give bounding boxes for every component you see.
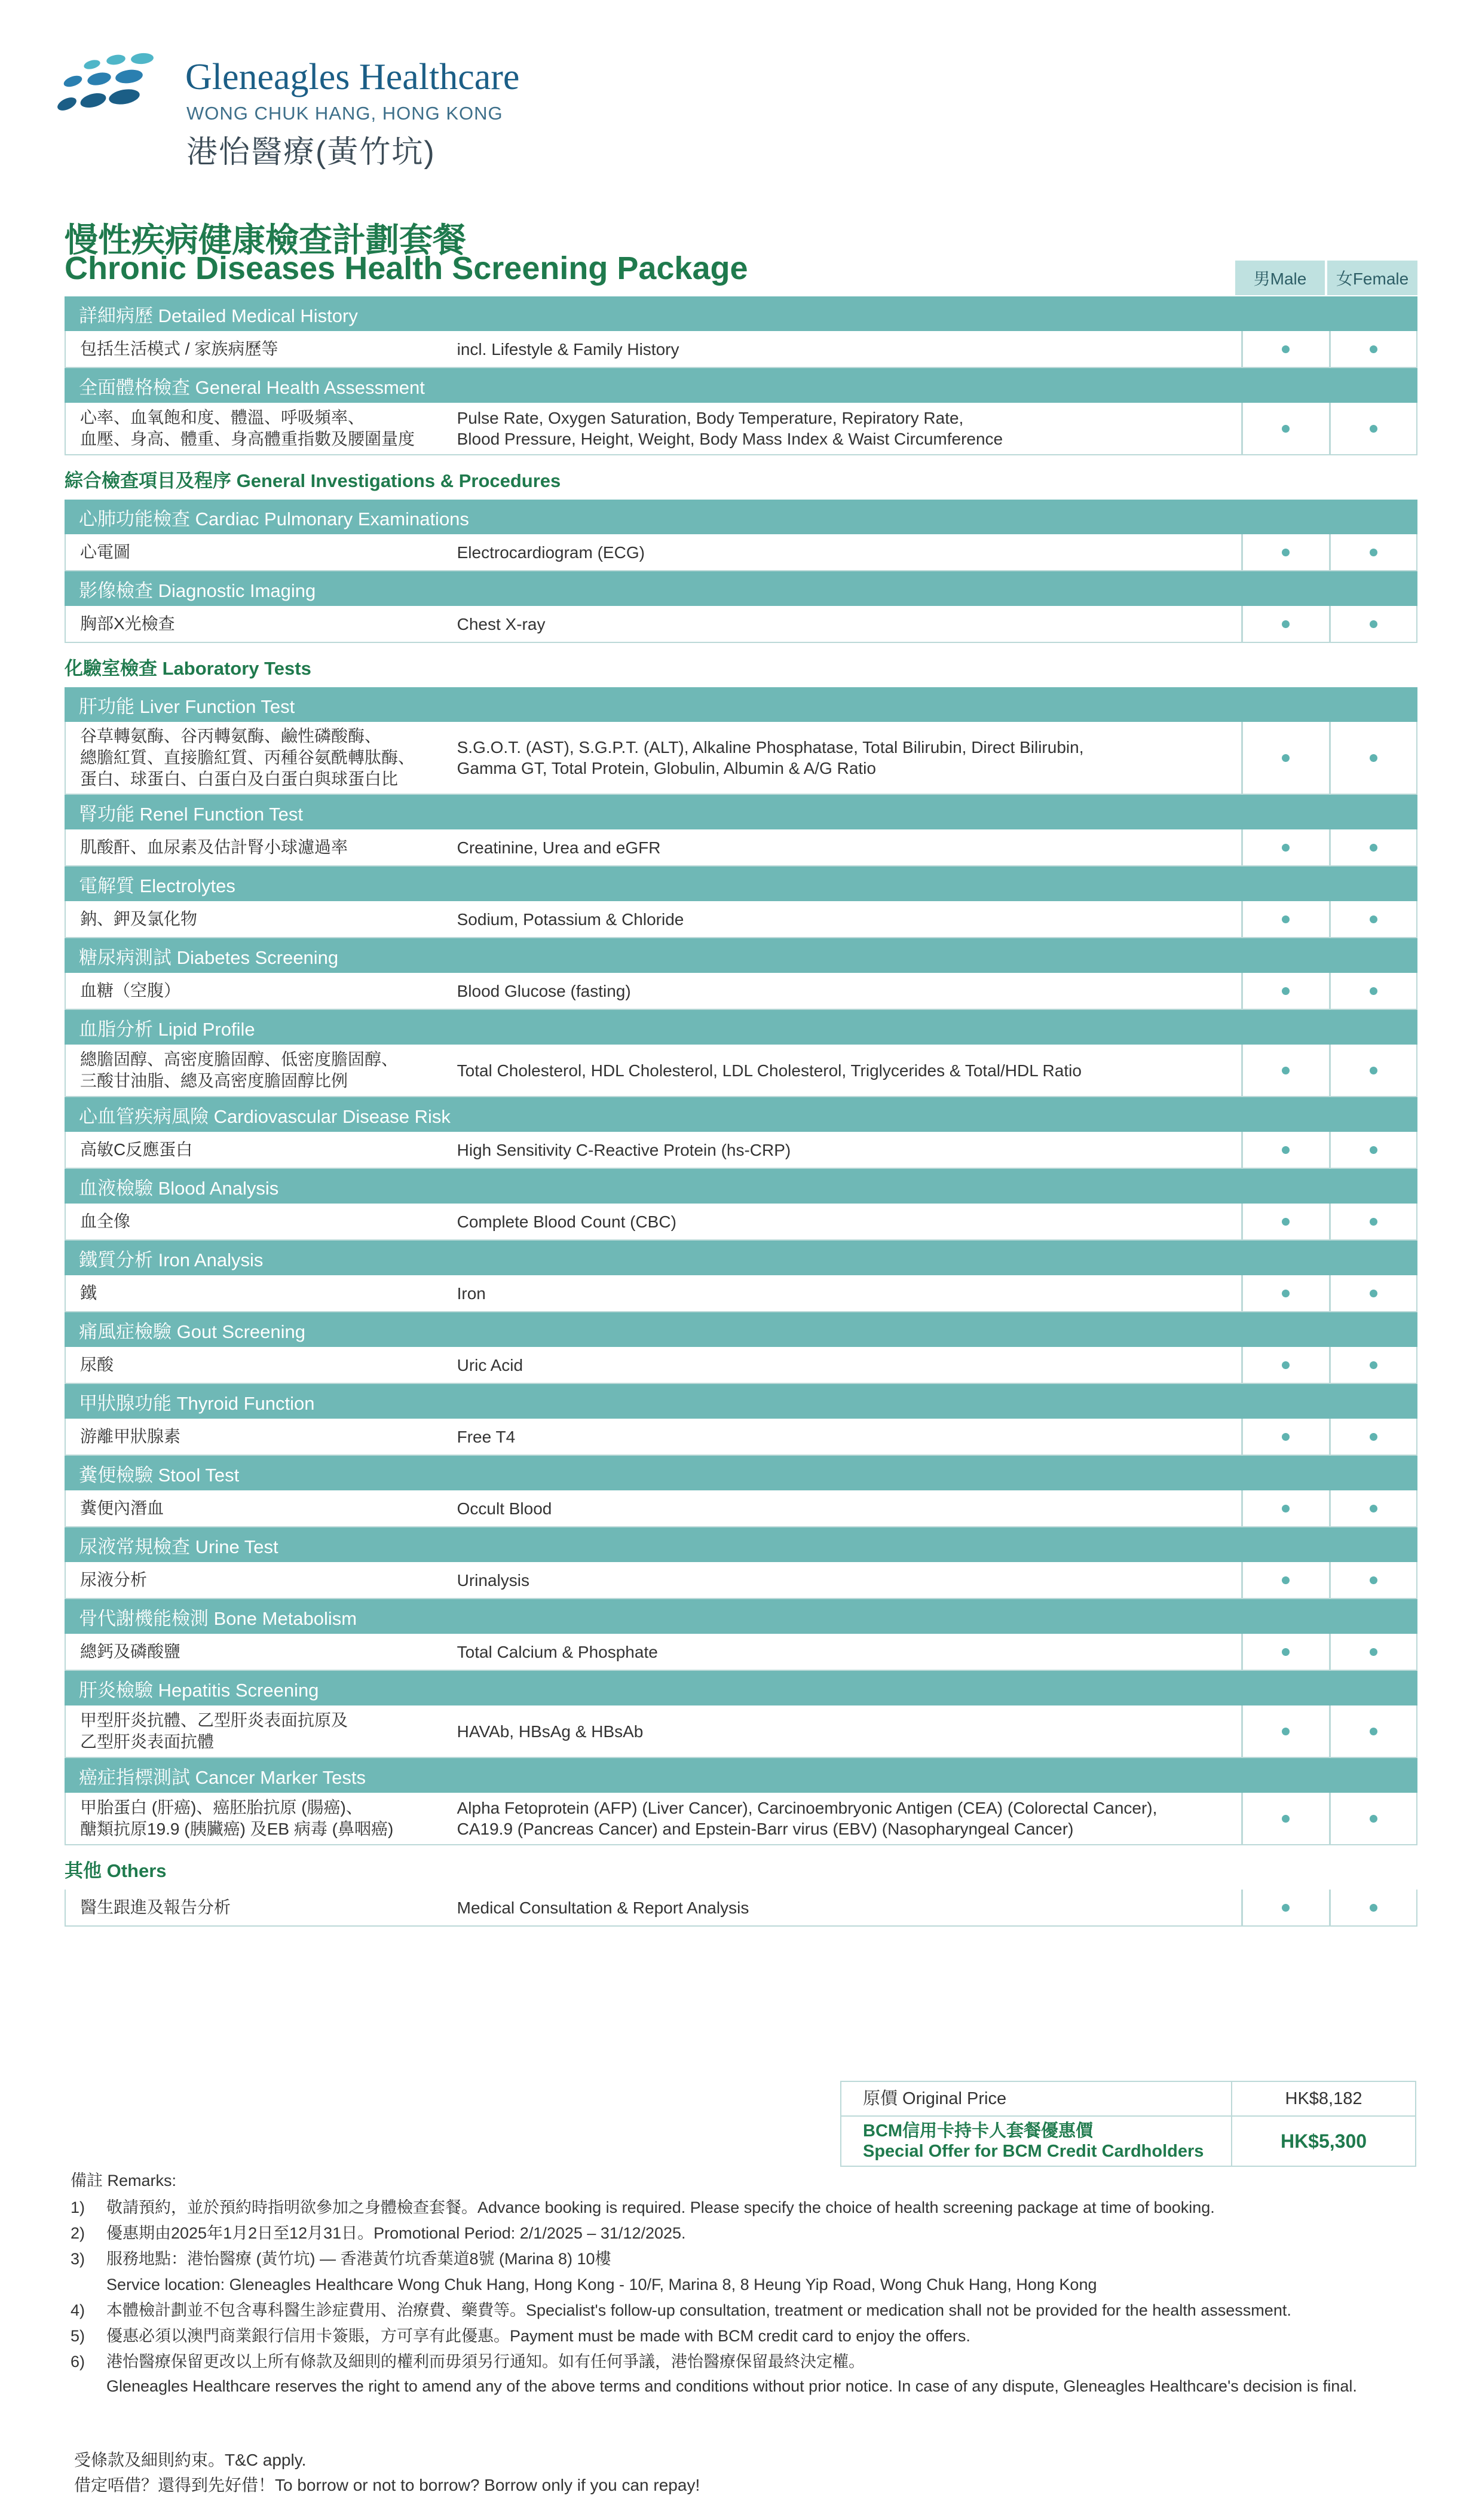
item-name-english: incl. Lifestyle & Family History (457, 339, 679, 359)
category-band: 影像檢查 Diagnostic Imaging (65, 571, 1417, 606)
category-band: 骨代謝機能檢測 Bone Metabolism (65, 1599, 1417, 1634)
brand-name-chinese: 港怡醫療(黃竹坑) (186, 135, 436, 170)
included-dot-icon (1282, 1218, 1290, 1226)
item-name-english: Total Cholesterol, HDL Cholesterol, LDL Cholesterol, Triglycerides & Total/HDL Ratio (457, 1061, 1082, 1080)
included-dot-icon (1282, 1290, 1290, 1297)
remark-number: 4) (71, 2301, 85, 2319)
included-dot-icon (1282, 1576, 1290, 1584)
remark-text: 敬請預約，並於預約時指明欲參加之身體檢查套餐。Advance booking is required. Please specify the choice of health screening package at time of booking. (106, 2199, 1215, 2216)
included-dot-icon (1370, 1290, 1377, 1297)
item-name-english: Alpha Fetoprotein (AFP) (Liver Cancer), Carcinoembryonic Antigen (CEA) (Colorectal Cancer), CA19.9 (Pancreas Cancer) and Epstein-Barr virus (EBV) (Nasopharyngeal Cancer) (457, 1799, 1158, 1838)
item-row (65, 1793, 1417, 1845)
item-name-english: Pulse Rate, Oxygen Saturation, Body Temperature, Repiratory Rate, Blood Pressure, Height, Weight, Body Mass Index & Waist Circumference (457, 409, 1003, 448)
male-included-cell (1241, 1132, 1330, 1168)
female-included-cell (1329, 1275, 1416, 1311)
item-name-chinese: 胸部X光檢查 (80, 614, 175, 633)
item-row (65, 331, 1417, 368)
item-row (65, 1705, 1417, 1758)
item-row (65, 722, 1417, 795)
item-row (65, 534, 1417, 571)
category-band: 肝功能 Liver Function Test (65, 687, 1417, 722)
male-included-cell (1241, 1705, 1330, 1757)
offer-price-value: HK$5,300 (1231, 2117, 1415, 2166)
item-name-chinese: 醫生跟進及報告分析 (80, 1898, 231, 1916)
gleneagles-logo (55, 53, 593, 172)
category-band: 癌症指標測試 Cancer Marker Tests (65, 1758, 1417, 1793)
item-row (65, 403, 1417, 455)
item-name-english: Occult Blood (457, 1499, 552, 1518)
item-name-english: Iron (457, 1284, 486, 1303)
included-dot-icon (1282, 1146, 1290, 1154)
category-band: 肝炎檢驗 Hepatitis Screening (65, 1671, 1417, 1705)
item-name-chinese: 總膽固醇、高密度膽固醇、低密度膽固醇、 三酸甘油脂、總及高密度膽固醇比例 (80, 1050, 399, 1090)
female-included-cell (1329, 331, 1416, 367)
offer-price-row (840, 2115, 1416, 2167)
remark-text: 港怡醫療保留更改以上所有條款及細則的權利而毋須另行通知。如有任何爭議，港怡醫療保留最終決定權。 (106, 2353, 865, 2371)
screening-items-table (65, 296, 1417, 1927)
item-row (65, 606, 1417, 643)
remark-text: 服務地點：港怡醫療 (黃竹坑) — 香港黃竹坑香葉道8號 (Marina 8) 10樓 (106, 2250, 611, 2268)
category-band: 糖尿病測試 Diabetes Screening (65, 938, 1417, 973)
female-included-cell (1329, 403, 1416, 454)
item-name-english: Chest X-ray (457, 614, 546, 633)
item-name-chinese: 鈉、鉀及氯化物 (80, 910, 198, 928)
male-included-cell (1241, 1793, 1330, 1844)
female-included-cell (1329, 606, 1416, 642)
female-included-cell (1329, 1490, 1416, 1526)
included-dot-icon (1370, 1146, 1377, 1154)
female-included-cell (1329, 1562, 1416, 1598)
included-dot-icon (1282, 1433, 1290, 1441)
footer (74, 2448, 700, 2498)
brand-name: Gleneagles Healthcare (185, 57, 520, 97)
included-dot-icon (1282, 345, 1290, 353)
female-included-cell (1329, 1890, 1416, 1925)
remarks (71, 2168, 1421, 2397)
item-row (65, 1045, 1417, 1097)
female-included-cell (1329, 1419, 1416, 1455)
included-dot-icon (1282, 1067, 1290, 1074)
item-name-english: Medical Consultation & Report Analysis (457, 1898, 749, 1917)
item-row (65, 1204, 1417, 1241)
item-name-chinese: 尿酸 (80, 1355, 114, 1374)
remark-item (71, 2221, 1421, 2246)
item-name-chinese: 總鈣及磷酸鹽 (80, 1642, 181, 1661)
offer-label-english: Special Offer for BCM Credit Cardholders (863, 2142, 1204, 2161)
male-included-cell (1241, 901, 1330, 937)
item-name-english: S.G.O.T. (AST), S.G.P.T. (ALT), Alkaline Phosphatase, Total Bilirubin, Direct Bilirubin, Gamma GT, Total Protein, Globulin, Albumin & A/G Ratio (457, 738, 1084, 777)
included-dot-icon (1370, 1728, 1377, 1735)
male-included-cell (1241, 1562, 1330, 1598)
item-name-english: Free T4 (457, 1427, 516, 1446)
included-dot-icon (1370, 1576, 1377, 1584)
male-included-cell (1241, 606, 1330, 642)
included-dot-icon (1282, 1505, 1290, 1512)
male-included-cell (1241, 722, 1330, 794)
item-name-english: Creatinine, Urea and eGFR (457, 838, 661, 857)
item-name-chinese: 鐵 (80, 1284, 97, 1302)
category-band: 甲狀腺功能 Thyroid Function (65, 1384, 1417, 1419)
terms-apply: 受條款及細則約束。T&C apply. (74, 2451, 307, 2469)
included-dot-icon (1370, 844, 1377, 852)
remark-number: 3) (71, 2250, 85, 2268)
female-included-cell (1329, 534, 1416, 570)
included-dot-icon (1370, 549, 1377, 556)
item-name-chinese: 谷草轉氨酶、谷丙轉氨酶、鹼性磷酸酶、 總膽紅質、直接膽紅質、丙種谷氨酰轉肽酶、 蛋白、球蛋白、白蛋白及白蛋白與球蛋白比 (80, 727, 415, 788)
package-title-chinese: 慢性疾病健康檢查計劃套餐 (65, 221, 466, 259)
category-band: 全面體格檢查 General Health Assessment (65, 368, 1417, 403)
item-row (65, 1890, 1417, 1927)
included-dot-icon (1370, 987, 1377, 995)
gleneagles-dots-logo-icon (55, 53, 174, 124)
section-heading: 化驗室檢查 Laboratory Tests (65, 658, 311, 679)
category-band: 詳細病歷 Detailed Medical History (65, 296, 1417, 331)
remark-text: 本體檢計劃並不包含專科醫生診症費用、治療費、藥費等。Specialist's follow-up consultation, treatment or medication shall not be provided for the health assessment. (106, 2301, 1291, 2319)
remarks-heading: 備註 Remarks: (71, 2172, 177, 2190)
included-dot-icon (1282, 915, 1290, 923)
item-name-english: Sodium, Potassium & Chloride (457, 910, 684, 929)
category-band: 糞便檢驗 Stool Test (65, 1456, 1417, 1490)
male-included-cell (1241, 1045, 1330, 1096)
item-name-chinese: 血糖（空腹） (80, 981, 181, 1000)
category-band: 血脂分析 Lipid Profile (65, 1010, 1417, 1045)
female-included-cell (1329, 829, 1416, 865)
male-included-cell (1241, 1275, 1330, 1311)
offer-label-chinese: BCM信用卡持卡人套餐優惠價 (863, 2121, 1094, 2141)
item-row (65, 1275, 1417, 1312)
female-included-cell (1329, 901, 1416, 937)
male-included-cell (1241, 1634, 1330, 1670)
male-included-cell (1241, 1204, 1330, 1239)
male-included-cell (1241, 534, 1330, 570)
item-name-english: Total Calcium & Phosphate (457, 1642, 658, 1661)
original-price-value: HK$8,182 (1231, 2082, 1415, 2115)
included-dot-icon (1282, 754, 1290, 762)
section-heading: 其他 Others (65, 1860, 167, 1881)
included-dot-icon (1370, 620, 1377, 628)
included-dot-icon (1282, 620, 1290, 628)
remark-number: 1) (71, 2199, 85, 2216)
included-dot-icon (1282, 1815, 1290, 1823)
male-included-cell (1241, 1890, 1330, 1925)
item-name-english: Urinalysis (457, 1570, 529, 1590)
item-name-chinese: 甲胎蛋白 (肝癌)、癌胚胎抗原 (腸癌)、 醣類抗原19.9 (胰臟癌) 及EB 病毒 (鼻咽癌) (80, 1798, 394, 1838)
male-included-cell (1241, 403, 1330, 454)
category-band: 尿液常規檢查 Urine Test (65, 1527, 1417, 1562)
female-included-cell (1329, 722, 1416, 794)
item-row (65, 1490, 1417, 1527)
item-name-english: HAVAb, HBsAg & HBsAb (457, 1722, 644, 1741)
remark-number: 2) (71, 2224, 85, 2242)
remark-number: 6) (71, 2353, 85, 2371)
included-dot-icon (1370, 1067, 1377, 1074)
remark-text: 優惠必須以澳門商業銀行信用卡簽賬，方可享有此優惠。Payment must be made with BCM credit card to enjoy the offers. (106, 2327, 970, 2345)
item-name-english: High Sensitivity C-Reactive Protein (hs-CRP) (457, 1140, 791, 1159)
package-title-english: Chronic Diseases Health Screening Package (65, 250, 748, 286)
item-name-chinese: 糞便內潛血 (80, 1499, 164, 1517)
female-included-cell (1329, 1204, 1416, 1239)
category-band: 心肺功能檢查 Cardiac Pulmonary Examinations (65, 500, 1417, 534)
category-band: 血液檢驗 Blood Analysis (65, 1169, 1417, 1204)
included-dot-icon (1370, 1648, 1377, 1656)
male-included-cell (1241, 1419, 1330, 1455)
item-name-english: Blood Glucose (fasting) (457, 981, 631, 1000)
remark-item (71, 2298, 1421, 2323)
included-dot-icon (1282, 1728, 1290, 1735)
item-row (65, 973, 1417, 1010)
included-dot-icon (1282, 549, 1290, 556)
female-included-cell (1329, 973, 1416, 1009)
item-name-chinese: 高敏C反應蛋白 (80, 1140, 193, 1159)
category-band: 心血管疾病風險 Cardiovascular Disease Risk (65, 1097, 1417, 1132)
borrowing-warning: 借定唔借？還得到先好借！To borrow or not to borrow? Borrow only if you can repay! (74, 2476, 700, 2494)
included-dot-icon (1370, 425, 1377, 433)
female-included-cell (1329, 1793, 1416, 1844)
included-dot-icon (1370, 1904, 1377, 1912)
item-name-chinese: 尿液分析 (80, 1570, 148, 1589)
brand-location: WONG CHUK HANG, HONG KONG (186, 103, 503, 124)
section-heading: 綜合檢查項目及程序 General Investigations & Procedures (65, 470, 561, 491)
female-included-cell (1329, 1705, 1416, 1757)
item-row (65, 829, 1417, 866)
remark-item (71, 2246, 1421, 2272)
included-dot-icon (1282, 987, 1290, 995)
item-name-english: Electrocardiogram (ECG) (457, 543, 645, 562)
included-dot-icon (1370, 1815, 1377, 1823)
remark-text: 優惠期由2025年1月2日至12月31日。Promotional Period: 2/1/2025 – 31/12/2025. (106, 2224, 686, 2242)
male-included-cell (1241, 973, 1330, 1009)
female-included-cell (1329, 1132, 1416, 1168)
remark-subtext: Gleneagles Healthcare reserves the right to amend any of the above terms and conditions without prior notice. In case of any dispute, Gleneagles Healthcare's decision is final. (106, 2377, 1357, 2395)
remark-item (71, 2323, 1421, 2349)
remark-item (71, 2195, 1421, 2221)
category-band: 痛風症檢驗 Gout Screening (65, 1312, 1417, 1347)
included-dot-icon (1370, 915, 1377, 923)
item-name-chinese: 甲型肝炎抗體、乙型肝炎表面抗原及 乙型肝炎表面抗體 (80, 1711, 348, 1751)
category-band: 鐵質分析 Iron Analysis (65, 1241, 1417, 1275)
item-row (65, 1347, 1417, 1384)
male-included-cell (1241, 331, 1330, 367)
category-band: 電解質 Electrolytes (65, 866, 1417, 901)
included-dot-icon (1370, 754, 1377, 762)
male-included-cell (1241, 1347, 1330, 1383)
item-name-chinese: 血全像 (80, 1212, 131, 1230)
category-band: 腎功能 Renel Function Test (65, 795, 1417, 829)
female-column-header: 女Female (1327, 261, 1417, 295)
item-row (65, 1132, 1417, 1169)
included-dot-icon (1370, 1218, 1377, 1226)
item-name-chinese: 心電圖 (80, 543, 131, 561)
female-included-cell (1329, 1634, 1416, 1670)
female-included-cell (1329, 1347, 1416, 1383)
item-row (65, 1634, 1417, 1671)
item-name-english: Complete Blood Count (CBC) (457, 1212, 676, 1231)
item-name-chinese: 包括生活模式 / 家族病歷等 (80, 339, 278, 358)
original-price-row (840, 2081, 1416, 2117)
item-name-english: Uric Acid (457, 1355, 523, 1374)
included-dot-icon (1282, 844, 1290, 852)
item-name-chinese: 肌酸酐、血尿素及估計腎小球濾過率 (80, 838, 348, 856)
included-dot-icon (1282, 1648, 1290, 1656)
included-dot-icon (1370, 1361, 1377, 1369)
included-dot-icon (1282, 425, 1290, 433)
remark-subtext: Service location: Gleneagles Healthcare Wong Chuk Hang, Hong Kong - 10/F, Marina 8, 8 Heung Yip Road, Wong Chuk Hang, Hong Kong (106, 2276, 1097, 2294)
included-dot-icon (1282, 1361, 1290, 1369)
included-dot-icon (1370, 345, 1377, 353)
item-row (65, 901, 1417, 938)
remark-number: 5) (71, 2327, 85, 2345)
included-dot-icon (1370, 1433, 1377, 1441)
item-name-chinese: 心率、血氧飽和度、體溫、呼吸頻率、 血壓、身高、體重、身高體重指數及腰圍量度 (80, 408, 415, 448)
original-price-label: 原價 Original Price (863, 2089, 1007, 2108)
item-row (65, 1419, 1417, 1456)
female-included-cell (1329, 1045, 1416, 1096)
included-dot-icon (1370, 1505, 1377, 1512)
item-name-chinese: 游離甲狀腺素 (80, 1427, 181, 1446)
remark-item (71, 2349, 1421, 2375)
male-column-header: 男Male (1235, 261, 1325, 295)
male-included-cell (1241, 1490, 1330, 1526)
item-row (65, 1562, 1417, 1599)
male-included-cell (1241, 829, 1330, 865)
offer-price-label (841, 2121, 1231, 2161)
included-dot-icon (1282, 1904, 1290, 1912)
